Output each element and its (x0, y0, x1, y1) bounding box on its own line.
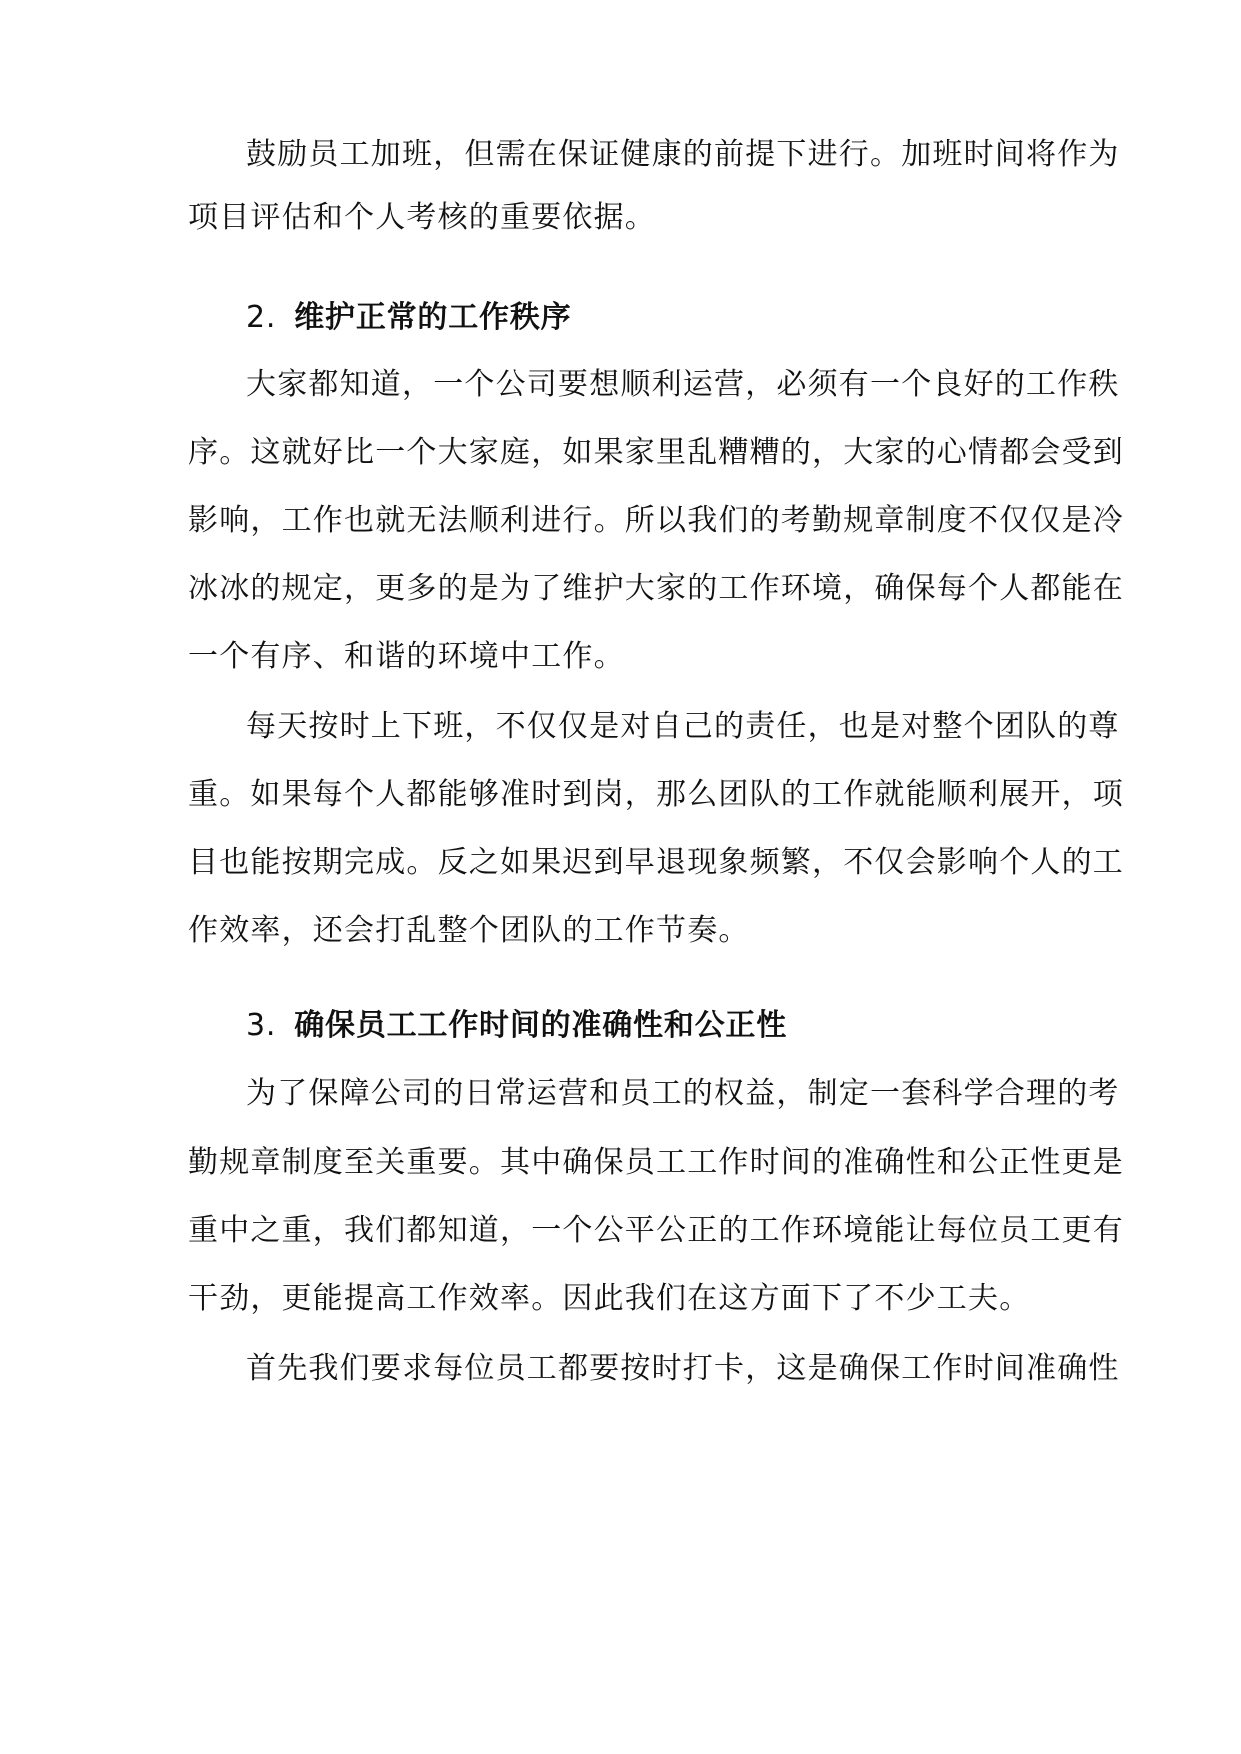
paragraph-line: 目也能按期完成。反之如果迟到早退现象频繁，不仅会影响个人的工 (188, 845, 1124, 880)
section-title: 确保员工工作时间的准确性和公正性 (294, 1008, 788, 1043)
paragraph-line: 冰冰的规定，更多的是为了维护大家的工作环境，确保每个人都能在 (188, 571, 1124, 606)
section-heading (246, 298, 571, 338)
paragraph-line: 大家都知道，一个公司要想顺利运营，必须有一个良好的工作秩 (246, 367, 1120, 402)
paragraph-line: 为了保障公司的日常运营和员工的权益，制定一套科学合理的考 (246, 1076, 1120, 1111)
section-title: 维护正常的工作秩序 (294, 300, 572, 335)
paragraph-line: 项目评估和个人考核的重要依据。 (188, 200, 656, 235)
paragraph-line: 重中之重，我们都知道，一个公平公正的工作环境能让每位员工更有 (188, 1213, 1124, 1248)
paragraph-line: 勤规章制度至关重要。其中确保员工工作时间的准确性和公正性更是 (188, 1145, 1124, 1180)
paragraph-line: 每天按时上下班，不仅仅是对自己的责任，也是对整个团队的尊 (246, 709, 1120, 744)
paragraph-line: 干劲，更能提高工作效率。因此我们在这方面下了不少工夫。 (188, 1281, 1031, 1316)
paragraph-line: 鼓励员工加班，但需在保证健康的前提下进行。加班时间将作为 (246, 137, 1120, 172)
paragraph-line: 重。如果每个人都能够准时到岗，那么团队的工作就能顺利展开，项 (188, 777, 1124, 812)
section-number: 2. (246, 300, 277, 335)
paragraph-line: 作效率，还会打乱整个团队的工作节奏。 (188, 913, 750, 948)
paragraph-line: 一个有序、和谐的环境中工作。 (188, 639, 625, 674)
paragraph-line: 影响，工作也就无法顺利进行。所以我们的考勤规章制度不仅仅是冷 (188, 503, 1124, 538)
section-heading (246, 1006, 787, 1046)
paragraph-line: 序。这就好比一个大家庭，如果家里乱糟糟的，大家的心情都会受到 (188, 435, 1124, 470)
section-number: 3. (246, 1008, 277, 1043)
paragraph-line: 首先我们要求每位员工都要按时打卡，这是确保工作时间准确性 (246, 1351, 1120, 1386)
